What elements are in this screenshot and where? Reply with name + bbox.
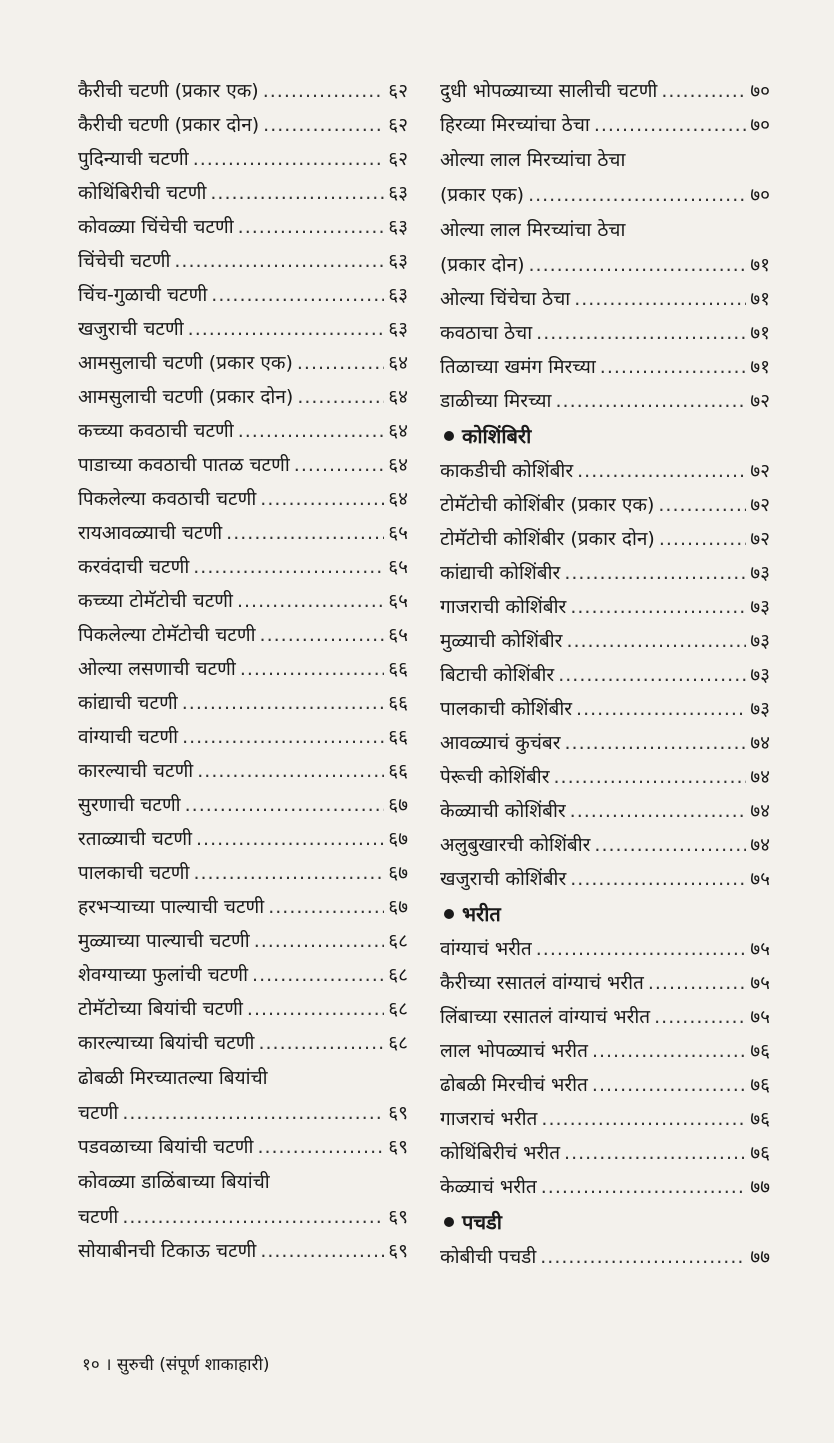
entry-page-number: ७३ bbox=[750, 596, 770, 618]
entry-title: पालकाची चटणी bbox=[78, 862, 190, 884]
index-column-right bbox=[440, 74, 770, 1274]
dot-leader bbox=[297, 380, 384, 414]
entry-title: ओल्या लसणाची चटणी bbox=[78, 658, 236, 680]
bullet-icon bbox=[444, 431, 454, 441]
entry-page-number: ६३ bbox=[388, 250, 408, 272]
index-entry bbox=[78, 550, 408, 584]
index-entry bbox=[440, 932, 770, 966]
index-entry bbox=[78, 74, 408, 108]
dot-leader bbox=[193, 142, 385, 176]
dot-leader bbox=[237, 584, 384, 618]
index-entry bbox=[78, 448, 408, 482]
section-title: पचडी bbox=[462, 1210, 502, 1234]
index-entry bbox=[440, 1240, 770, 1274]
dot-leader bbox=[566, 624, 746, 658]
dot-leader bbox=[541, 1170, 747, 1204]
entry-title: डाळीच्या मिरच्या bbox=[440, 390, 552, 412]
entry-title: खजुराची कोशिंबीर bbox=[440, 868, 567, 890]
entry-title: पिकलेल्या टोमॅटोची चटणी bbox=[78, 624, 256, 646]
index-entry bbox=[78, 856, 408, 890]
index-entry bbox=[78, 720, 408, 754]
entry-title: पडवळाच्या बियांची चटणी bbox=[78, 1136, 254, 1158]
index-entry bbox=[78, 244, 408, 278]
index-entry bbox=[78, 890, 408, 924]
entry-page-number: ७२ bbox=[750, 528, 770, 550]
entry-page-number: ६६ bbox=[388, 692, 408, 714]
dot-leader bbox=[592, 1034, 746, 1068]
dot-leader bbox=[594, 828, 746, 862]
entry-page-number: ६८ bbox=[388, 1032, 408, 1054]
index-entry bbox=[440, 726, 770, 760]
entry-title: आमसुलाची चटणी (प्रकार एक) bbox=[78, 352, 293, 374]
page-footer bbox=[82, 1352, 270, 1375]
entry-page-number: ७६ bbox=[750, 1074, 770, 1096]
entry-page-number: ७२ bbox=[750, 460, 770, 482]
index-entry bbox=[78, 1026, 408, 1060]
dot-leader bbox=[528, 178, 746, 212]
index-entry bbox=[440, 692, 770, 726]
dot-leader bbox=[211, 278, 384, 312]
section-heading bbox=[440, 1204, 770, 1240]
entry-page-number: ६३ bbox=[388, 216, 408, 238]
dot-leader bbox=[654, 1000, 746, 1034]
entry-title: हरभऱ्याच्या पाल्याची चटणी bbox=[78, 896, 265, 918]
dot-leader bbox=[188, 312, 385, 346]
entry-page-number: ६२ bbox=[388, 80, 408, 102]
entry-title: खजुराची चटणी bbox=[78, 318, 184, 340]
index-entry bbox=[78, 482, 408, 516]
entry-page-number: ७५ bbox=[750, 1006, 770, 1028]
index-entry bbox=[78, 1234, 408, 1268]
entry-title: केळ्याचं भरीत bbox=[440, 1176, 537, 1198]
entry-title: (प्रकार एक) bbox=[440, 184, 525, 206]
entry-title: कारल्याच्या बियांची चटणी bbox=[78, 1032, 255, 1054]
dot-leader bbox=[540, 1240, 746, 1274]
index-entry bbox=[440, 1136, 770, 1170]
entry-page-number: ७३ bbox=[750, 630, 770, 652]
dot-leader bbox=[594, 108, 746, 142]
index-entry bbox=[78, 584, 408, 618]
entry-title: चटणी bbox=[78, 1206, 119, 1228]
dot-leader bbox=[247, 992, 384, 1026]
index-entry bbox=[440, 590, 770, 624]
footer-separator: । bbox=[105, 1355, 112, 1375]
entry-page-number: ६९ bbox=[388, 1136, 408, 1158]
index-entry bbox=[78, 108, 408, 142]
dot-leader bbox=[558, 658, 746, 692]
index-entry bbox=[440, 1000, 770, 1034]
entry-page-number: ६६ bbox=[388, 760, 408, 782]
dot-leader bbox=[260, 1234, 384, 1268]
entry-title: मुळ्याची कोशिंबीर bbox=[440, 630, 563, 652]
entry-title: काकडीची कोशिंबीर bbox=[440, 460, 574, 482]
index-entry bbox=[440, 658, 770, 692]
dot-leader bbox=[238, 210, 385, 244]
dot-leader bbox=[294, 448, 384, 482]
dot-leader bbox=[574, 282, 746, 316]
entry-title: अलुबुखारची कोशिंबीर bbox=[440, 834, 591, 856]
index-entry bbox=[440, 282, 770, 316]
section-title: कोशिंबिरी bbox=[462, 424, 532, 448]
dot-leader bbox=[576, 692, 746, 726]
index-entry-first-line: ढोबळी मिरच्यातल्या बियांची bbox=[78, 1067, 268, 1089]
entry-title: कोथिंबिरीची चटणी bbox=[78, 182, 207, 204]
index-entry bbox=[440, 384, 770, 418]
section-heading bbox=[440, 896, 770, 932]
entry-page-number: ६९ bbox=[388, 1240, 408, 1262]
index-entry bbox=[78, 958, 408, 992]
entry-title: कैरीच्या रसातलं वांग्याचं भरीत bbox=[440, 972, 644, 994]
entry-page-number: ७४ bbox=[750, 732, 770, 754]
dot-leader bbox=[529, 248, 747, 282]
dot-leader bbox=[197, 754, 384, 788]
section-title: भरीत bbox=[462, 902, 501, 926]
footer-book-title: सुरुची (संपूर्ण शाकाहारी) bbox=[116, 1355, 270, 1375]
entry-title: वांग्याची चटणी bbox=[78, 726, 179, 748]
entry-page-number: ७६ bbox=[750, 1108, 770, 1130]
index-entry bbox=[78, 1130, 408, 1164]
dot-leader bbox=[661, 74, 746, 108]
dot-leader bbox=[182, 720, 384, 754]
entry-page-number: ६९ bbox=[388, 1206, 408, 1228]
dot-leader bbox=[258, 1026, 384, 1060]
index-entry bbox=[78, 992, 408, 1026]
entry-page-number: ६९ bbox=[388, 1102, 408, 1124]
dot-leader bbox=[260, 482, 384, 516]
index-entry bbox=[440, 1034, 770, 1068]
dot-leader bbox=[257, 1130, 384, 1164]
entry-page-number: ७३ bbox=[750, 664, 770, 686]
dot-leader bbox=[297, 346, 384, 380]
dot-leader bbox=[564, 556, 746, 590]
index-entry bbox=[440, 794, 770, 828]
index-entry bbox=[440, 556, 770, 590]
entry-page-number: ७० bbox=[750, 114, 770, 136]
index-entry bbox=[78, 618, 408, 652]
entry-page-number: ७६ bbox=[750, 1040, 770, 1062]
index-entry bbox=[78, 414, 408, 448]
index-entry bbox=[78, 924, 408, 958]
entry-title: वांग्याचं भरीत bbox=[440, 938, 532, 960]
entry-title: कांद्याची चटणी bbox=[78, 692, 178, 714]
index-entry-first-line: ओल्या लाल मिरच्यांचा ठेचा bbox=[440, 149, 626, 171]
dot-leader bbox=[254, 924, 385, 958]
index-entry bbox=[78, 1096, 408, 1130]
index-entry-first-line: ओल्या लाल मिरच्यांचा ठेचा bbox=[440, 219, 626, 241]
entry-title: लाल भोपळ्याचं भरीत bbox=[440, 1040, 588, 1062]
entry-title: मुळ्याच्या पाल्याची चटणी bbox=[78, 930, 250, 952]
entry-title: पुदिन्याची चटणी bbox=[78, 148, 189, 170]
entry-page-number: ६८ bbox=[388, 998, 408, 1020]
entry-page-number: ६४ bbox=[388, 386, 408, 408]
entry-page-number: ६५ bbox=[388, 556, 408, 578]
entry-title: पेरूची कोशिंबीर bbox=[440, 766, 550, 788]
index-entry bbox=[440, 862, 770, 896]
dot-leader bbox=[240, 652, 384, 686]
entry-title: गाजराचं भरीत bbox=[440, 1108, 538, 1130]
entry-page-number: ६३ bbox=[388, 284, 408, 306]
entry-title: शेवग्याच्या फुलांची चटणी bbox=[78, 964, 249, 986]
entry-title: सोयाबीनची टिकाऊ चटणी bbox=[78, 1240, 257, 1262]
entry-title: चिंचेची चटणी bbox=[78, 250, 171, 272]
index-entry bbox=[440, 350, 770, 384]
index-entry bbox=[440, 1068, 770, 1102]
entry-page-number: ६४ bbox=[388, 488, 408, 510]
dot-leader bbox=[122, 1096, 384, 1130]
entry-title: आमसुलाची चटणी (प्रकार दोन) bbox=[78, 386, 294, 408]
entry-title: गाजराची कोशिंबीर bbox=[440, 596, 567, 618]
entry-title: पिकलेल्या कवठाची चटणी bbox=[78, 488, 257, 510]
entry-title: सुरणाची चटणी bbox=[78, 794, 181, 816]
bullet-icon bbox=[444, 909, 454, 919]
dot-leader bbox=[193, 550, 384, 584]
dot-leader bbox=[658, 488, 746, 522]
entry-page-number: ६४ bbox=[388, 420, 408, 442]
entry-page-number: ६७ bbox=[388, 794, 408, 816]
entry-page-number: ६७ bbox=[388, 828, 408, 850]
index-entry bbox=[440, 488, 770, 522]
index-entry bbox=[440, 454, 770, 488]
index-entry bbox=[78, 210, 408, 244]
index-entry bbox=[440, 624, 770, 658]
dot-leader bbox=[210, 176, 384, 210]
entry-page-number: ६३ bbox=[388, 318, 408, 340]
entry-page-number: ६५ bbox=[388, 590, 408, 612]
entry-title: कोथिंबिरीचं भरीत bbox=[440, 1142, 561, 1164]
entry-title: दुधी भोपळ्याच्या सालीची चटणी bbox=[440, 80, 658, 102]
dot-leader bbox=[260, 618, 385, 652]
entry-title: टोमॅटोची कोशिंबीर (प्रकार दोन) bbox=[440, 528, 655, 550]
dot-leader bbox=[182, 686, 385, 720]
index-entry bbox=[78, 312, 408, 346]
entry-page-number: ६२ bbox=[388, 148, 408, 170]
entry-page-number: ७१ bbox=[750, 288, 770, 310]
entry-page-number: ७५ bbox=[750, 868, 770, 890]
index-column-left bbox=[78, 74, 408, 1268]
dot-leader bbox=[185, 788, 385, 822]
entry-page-number: ६६ bbox=[388, 658, 408, 680]
entry-title: पालकाची कोशिंबीर bbox=[440, 698, 573, 720]
entry-title: (प्रकार दोन) bbox=[440, 254, 525, 276]
entry-page-number: ६५ bbox=[388, 522, 408, 544]
index-entry bbox=[440, 966, 770, 1000]
entry-page-number: ७३ bbox=[750, 562, 770, 584]
footer-page-number: १० bbox=[82, 1355, 100, 1375]
entry-page-number: ७२ bbox=[750, 390, 770, 412]
dot-leader bbox=[565, 726, 747, 760]
entry-title: कैरीची चटणी (प्रकार एक) bbox=[78, 80, 259, 102]
dot-leader bbox=[577, 454, 746, 488]
index-entry bbox=[440, 108, 770, 142]
entry-page-number: ६७ bbox=[388, 896, 408, 918]
entry-page-number: ६५ bbox=[388, 624, 408, 646]
entry-page-number: ७५ bbox=[750, 972, 770, 994]
entry-page-number: ७० bbox=[750, 80, 770, 102]
entry-page-number: ६६ bbox=[388, 726, 408, 748]
entry-page-number: ७७ bbox=[750, 1176, 770, 1198]
entry-page-number: ६८ bbox=[388, 930, 408, 952]
index-entry bbox=[440, 522, 770, 556]
entry-title: हिरव्या मिरच्यांचा ठेचा bbox=[440, 114, 590, 136]
index-entry bbox=[78, 1200, 408, 1234]
dot-leader bbox=[570, 862, 746, 896]
section-heading bbox=[440, 418, 770, 454]
entry-page-number: ७० bbox=[750, 184, 770, 206]
index-entry bbox=[78, 652, 408, 686]
dot-leader bbox=[600, 350, 746, 384]
entry-title: बिटाची कोशिंबीर bbox=[440, 664, 555, 686]
entry-page-number: ७४ bbox=[750, 766, 770, 788]
index-entry bbox=[78, 822, 408, 856]
dot-leader bbox=[252, 958, 384, 992]
entry-title: कोबीची पचडी bbox=[440, 1246, 537, 1268]
index-entry bbox=[78, 686, 408, 720]
entry-title: कवठाचा ठेचा bbox=[440, 322, 533, 344]
index-entry bbox=[78, 346, 408, 380]
entry-page-number: ६७ bbox=[388, 862, 408, 884]
dot-leader bbox=[570, 794, 747, 828]
entry-page-number: ७१ bbox=[750, 254, 770, 276]
entry-title: केळ्याची कोशिंबीर bbox=[440, 800, 566, 822]
entry-page-number: ७१ bbox=[750, 322, 770, 344]
index-entry bbox=[78, 788, 408, 822]
entry-page-number: ७१ bbox=[750, 356, 770, 378]
entry-title: कारल्याची चटणी bbox=[78, 760, 194, 782]
index-entry bbox=[78, 278, 408, 312]
entry-title: टोमॅटोच्या बियांची चटणी bbox=[78, 998, 243, 1020]
index-entry bbox=[440, 1170, 770, 1204]
entry-title: कांद्याची कोशिंबीर bbox=[440, 562, 561, 584]
index-entry bbox=[440, 1102, 770, 1136]
entry-page-number: ७२ bbox=[750, 494, 770, 516]
dot-leader bbox=[592, 1068, 746, 1102]
entry-page-number: ७४ bbox=[750, 800, 770, 822]
dot-leader bbox=[570, 590, 746, 624]
entry-title: ढोबळी मिरचीचं भरीत bbox=[440, 1074, 588, 1096]
entry-title: कच्च्या कवठाची चटणी bbox=[78, 420, 234, 442]
dot-leader bbox=[536, 932, 746, 966]
dot-leader bbox=[122, 1200, 384, 1234]
entry-title: कोवळ्या चिंचेची चटणी bbox=[78, 216, 234, 238]
entry-page-number: ६२ bbox=[388, 114, 408, 136]
index-entry bbox=[78, 142, 408, 176]
entry-page-number: ६४ bbox=[388, 454, 408, 476]
dot-leader bbox=[226, 516, 384, 550]
entry-page-number: ६४ bbox=[388, 352, 408, 374]
dot-leader bbox=[263, 74, 385, 108]
index-entry bbox=[440, 760, 770, 794]
index-entry bbox=[78, 380, 408, 414]
index-entry bbox=[440, 248, 770, 282]
index-entry bbox=[440, 74, 770, 108]
entry-title: टोमॅटोची कोशिंबीर (प्रकार एक) bbox=[440, 494, 655, 516]
index-entry bbox=[78, 754, 408, 788]
index-entry bbox=[440, 316, 770, 350]
entry-title: चिंच-गुळाची चटणी bbox=[78, 284, 208, 306]
index-entry bbox=[78, 176, 408, 210]
dot-leader bbox=[659, 522, 746, 556]
entry-page-number: ७५ bbox=[750, 938, 770, 960]
entry-title: रताळ्याची चटणी bbox=[78, 828, 192, 850]
entry-title: करवंदाची चटणी bbox=[78, 556, 190, 578]
dot-leader bbox=[536, 316, 746, 350]
entry-page-number: ७३ bbox=[750, 698, 770, 720]
entry-page-number: ७६ bbox=[750, 1142, 770, 1164]
index-entry bbox=[440, 178, 770, 212]
dot-leader bbox=[196, 822, 384, 856]
dot-leader bbox=[174, 244, 384, 278]
index-entry bbox=[440, 828, 770, 862]
index-entry bbox=[78, 516, 408, 550]
entry-title: लिंबाच्या रसातलं वांग्याचं भरीत bbox=[440, 1006, 651, 1028]
entry-page-number: ६३ bbox=[388, 182, 408, 204]
entry-title: चटणी bbox=[78, 1102, 119, 1124]
entry-title: आवळ्याचं कुचंबर bbox=[440, 732, 561, 754]
entry-page-number: ७७ bbox=[750, 1246, 770, 1268]
dot-leader bbox=[553, 760, 746, 794]
dot-leader bbox=[555, 384, 746, 418]
dot-leader bbox=[648, 966, 746, 1000]
entry-title: पाडाच्या कवठाची पातळ चटणी bbox=[78, 454, 290, 476]
dot-leader bbox=[193, 856, 384, 890]
dot-leader bbox=[238, 414, 385, 448]
index-entry-first-line: कोवळ्या डाळिंबाच्या बियांची bbox=[78, 1171, 270, 1193]
entry-title: कच्च्या टोमॅटोची चटणी bbox=[78, 590, 233, 612]
entry-title: तिळाच्या खमंग मिरच्या bbox=[440, 356, 596, 378]
dot-leader bbox=[564, 1136, 746, 1170]
entry-title: कैरीची चटणी (प्रकार दोन) bbox=[78, 114, 260, 136]
bullet-icon bbox=[444, 1217, 454, 1227]
dot-leader bbox=[263, 108, 384, 142]
dot-leader bbox=[541, 1102, 746, 1136]
entry-page-number: ६८ bbox=[388, 964, 408, 986]
entry-page-number: ७४ bbox=[750, 834, 770, 856]
entry-title: ओल्या चिंचेचा ठेचा bbox=[440, 288, 571, 310]
dot-leader bbox=[268, 890, 384, 924]
entry-title: रायआवळ्याची चटणी bbox=[78, 522, 223, 544]
